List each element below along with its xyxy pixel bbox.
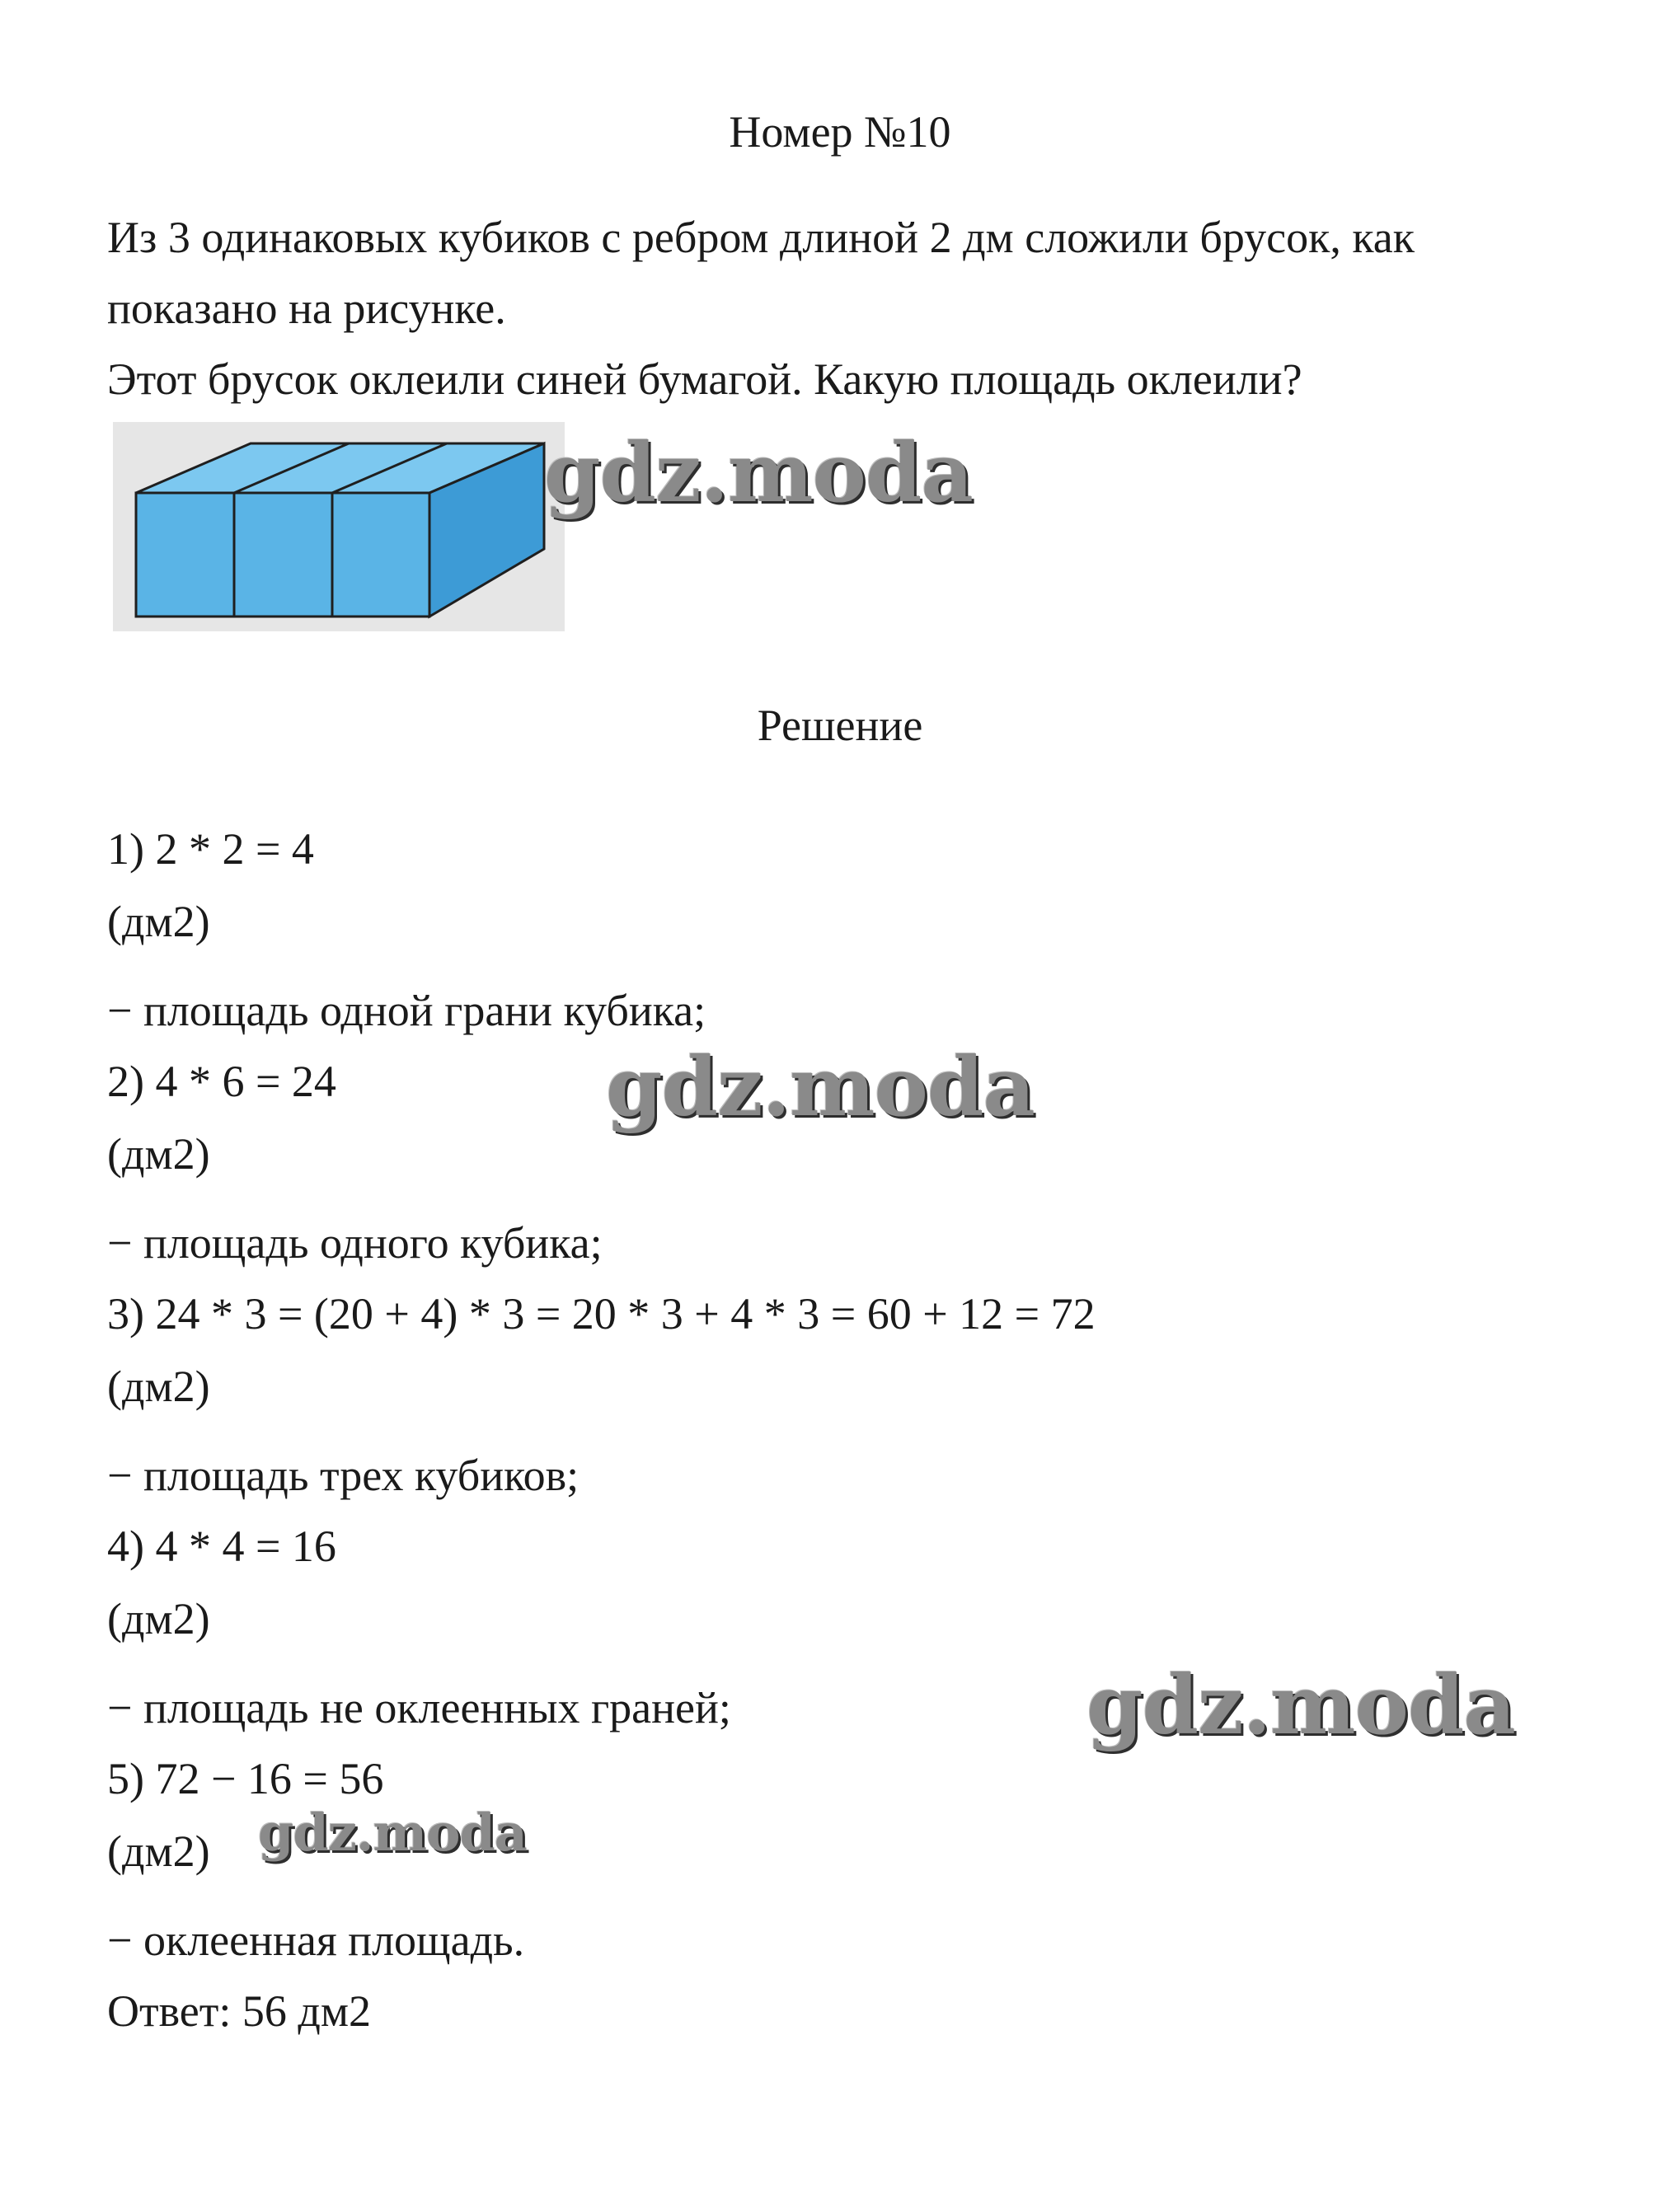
three-cubes-bar-illustration — [113, 422, 565, 631]
step-3-unit: (дм2) — [107, 1362, 210, 1411]
problem-title: Номер №10 — [729, 107, 951, 157]
step-1-expression: 1) 2 * 2 = 4 — [107, 824, 314, 874]
step-4-description: − площадь не оклеенных граней; — [107, 1683, 731, 1732]
step-3-expression: 3) 24 * 3 = (20 + 4) * 3 = 20 * 3 + 4 * 3 = 60 + 12 = 72 — [107, 1289, 1096, 1339]
problem-text-line-1: Из 3 одинаковых кубиков с ребром длиной 2 дм сложили брусок, как — [107, 213, 1415, 262]
step-2-description: − площадь одного кубика; — [107, 1218, 603, 1268]
step-2-expression: 2) 4 * 6 = 24 — [107, 1057, 336, 1106]
watermark-3: gdz.moda — [1086, 1658, 1515, 1753]
step-4-expression: 4) 4 * 4 = 16 — [107, 1521, 336, 1571]
watermark-1: gdz.moda — [544, 426, 973, 521]
bar-front-face — [136, 493, 429, 617]
step-5-unit: (дм2) — [107, 1826, 210, 1876]
step-5-expression: 5) 72 − 16 = 56 — [107, 1754, 384, 1803]
step-1-description: − площадь одной грани кубика; — [107, 986, 706, 1035]
step-2-unit: (дм2) — [107, 1129, 210, 1179]
step-5-description: − оклеенная площадь. — [107, 1915, 525, 1965]
problem-text-line-2: показано на рисунке. — [107, 284, 506, 333]
answer-line: Ответ: 56 дм2 — [107, 1986, 371, 2036]
problem-text-line-3: Этот брусок оклеили синей бумагой. Какую площадь оклеили? — [107, 354, 1302, 404]
step-1-unit: (дм2) — [107, 897, 210, 946]
step-4-unit: (дм2) — [107, 1594, 210, 1643]
watermark-2: gdz.moda — [606, 1040, 1035, 1135]
step-3-description: − площадь трех кубиков; — [107, 1451, 580, 1500]
solution-heading: Решение — [757, 701, 923, 750]
watermark-4: gdz.moda — [258, 1803, 527, 1863]
